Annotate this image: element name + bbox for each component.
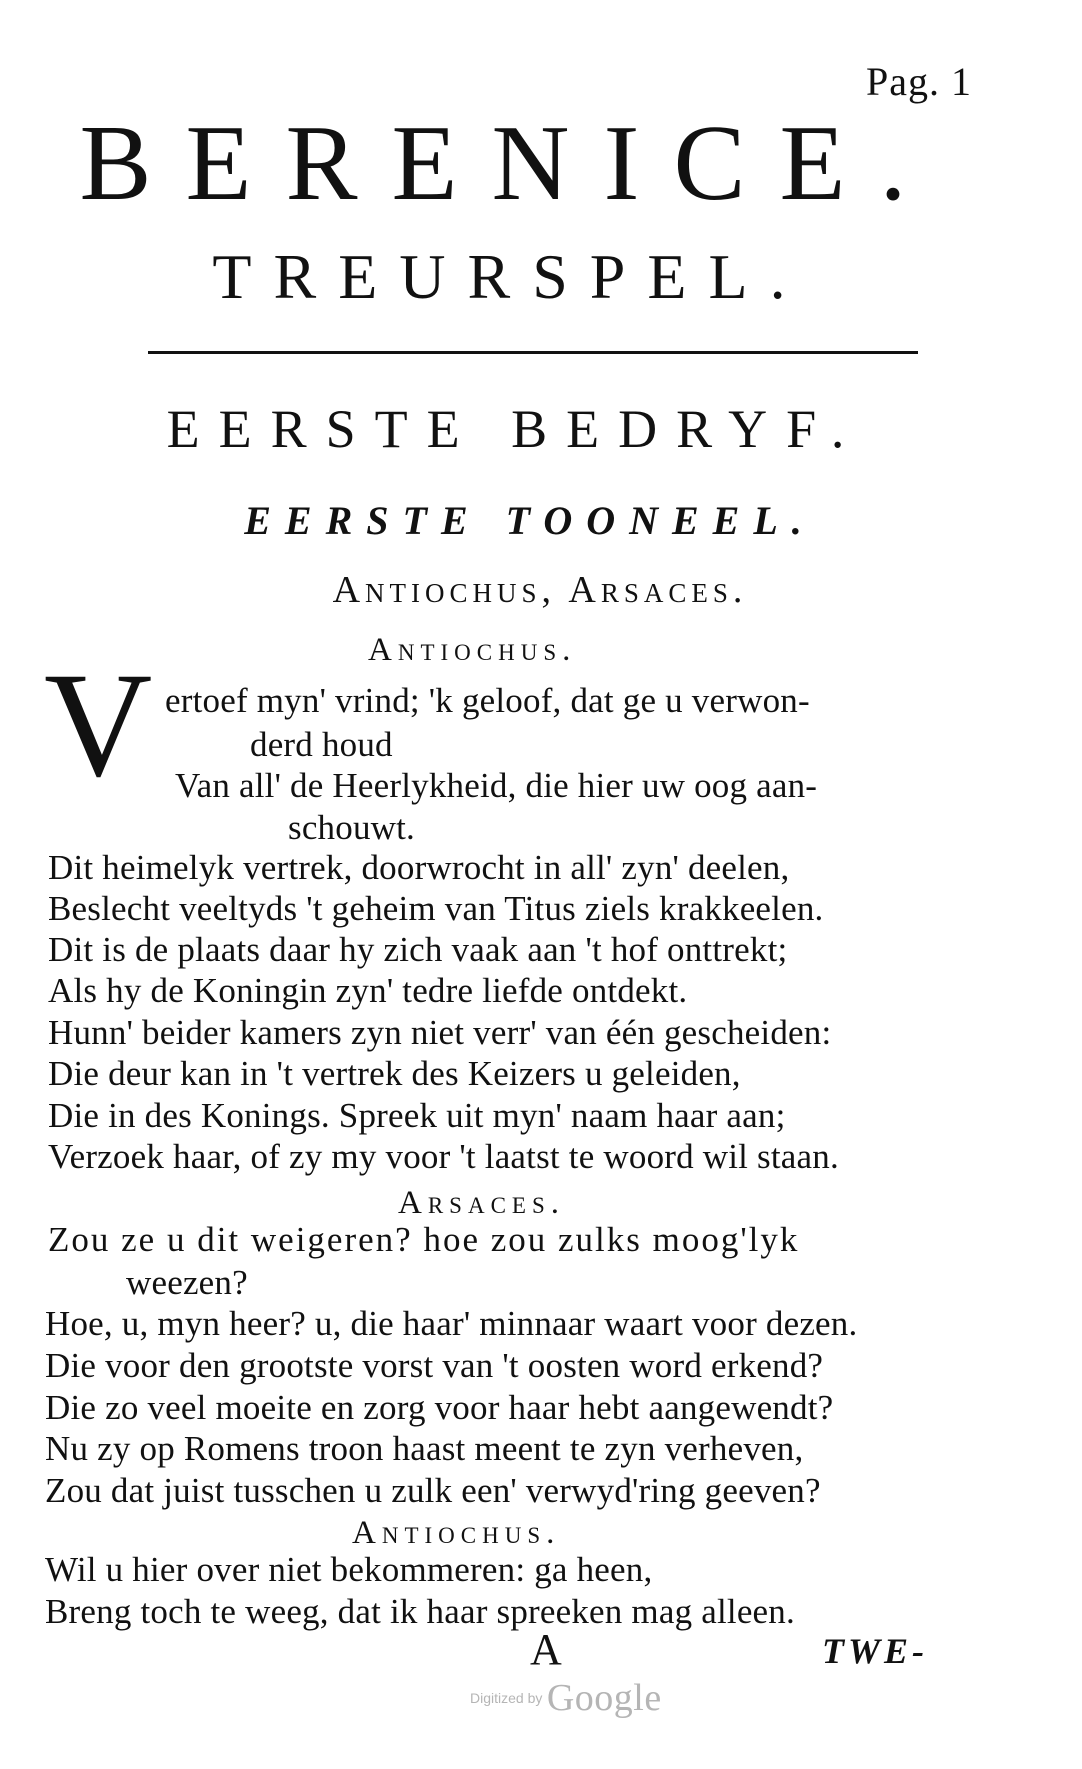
- verse-line: Breng toch te weeg, dat ik haar spreeken mag alleen.: [45, 1592, 795, 1631]
- verse-line: Zou dat juist tusschen u zulk een' verwyd'ring geeven?: [45, 1471, 821, 1510]
- speaker-arsaces: Arsaces.: [398, 1185, 566, 1221]
- google-logo: Google: [546, 1677, 662, 1719]
- signature-mark: A: [530, 1625, 562, 1674]
- digitized-watermark: [470, 1676, 662, 1720]
- verse-line: derd houd: [250, 725, 393, 764]
- speaker-antiochus: Antiochus.: [352, 1515, 561, 1551]
- verse-line: Als hy de Koningin zyn' tedre liefde ontdekt.: [48, 971, 688, 1010]
- verse-line: Beslecht veeltyds 't geheim van Titus ziels krakkeelen.: [48, 889, 824, 928]
- scene-characters: Antiochus, Arsaces.: [332, 569, 748, 611]
- verse-line: Verzoek haar, of zy my voor 't laatst te woord wil staan.: [48, 1137, 839, 1176]
- verse-line: Zou ze u dit weigeren? hoe zou zulks moog'lyk: [48, 1220, 800, 1259]
- verse-line: Die deur kan in 't vertrek des Keizers u geleiden,: [48, 1054, 741, 1093]
- watermark-prefix: Digitized by: [470, 1690, 543, 1706]
- verse-line: schouwt.: [288, 808, 416, 847]
- catchword: TWE-: [822, 1631, 928, 1671]
- speaker-antiochus: Antiochus.: [368, 632, 577, 668]
- act-heading: EERSTE BEDRYF.: [166, 399, 864, 459]
- verse-line: Hunn' beider kamers zyn niet verr' van één gescheiden:: [48, 1013, 832, 1052]
- verse-line: ertoef myn' vrind; 'k geloof, dat ge u verwon-: [165, 681, 810, 720]
- play-title: BERENICE.: [79, 104, 941, 223]
- play-subtitle: TREURSPEL.: [212, 241, 808, 312]
- ornamental-rule: [148, 351, 918, 354]
- verse-line: Die zo veel moeite en zorg voor haar hebt aangewendt?: [45, 1388, 834, 1427]
- drop-cap: V: [44, 642, 153, 808]
- verse-line: Wil u hier over niet bekommeren: ga heen,: [45, 1550, 653, 1589]
- verse-line: Die voor den grootste vorst van 't oosten word erkend?: [45, 1346, 824, 1385]
- page-number: Pag. 1: [866, 59, 972, 104]
- verse-line: Van all' de Heerlykheid, die hier uw oog aan-: [175, 766, 818, 805]
- verse-line: Die in des Konings. Spreek uit myn' naam haar aan;: [48, 1096, 786, 1135]
- scene-heading: EERSTE TOONEEL.: [244, 498, 816, 543]
- verse-line: weezen?: [126, 1263, 248, 1302]
- verse-line: Dit heimelyk vertrek, doorwrocht in all' zyn' deelen,: [48, 848, 790, 887]
- verse-line: Dit is de plaats daar hy zich vaak aan 't hof onttrekt;: [48, 930, 788, 969]
- verse-line: Hoe, u, myn heer? u, die haar' minnaar waart voor dezen.: [45, 1304, 858, 1343]
- verse-line: Nu zy op Romens troon haast meent te zyn verheven,: [45, 1429, 804, 1468]
